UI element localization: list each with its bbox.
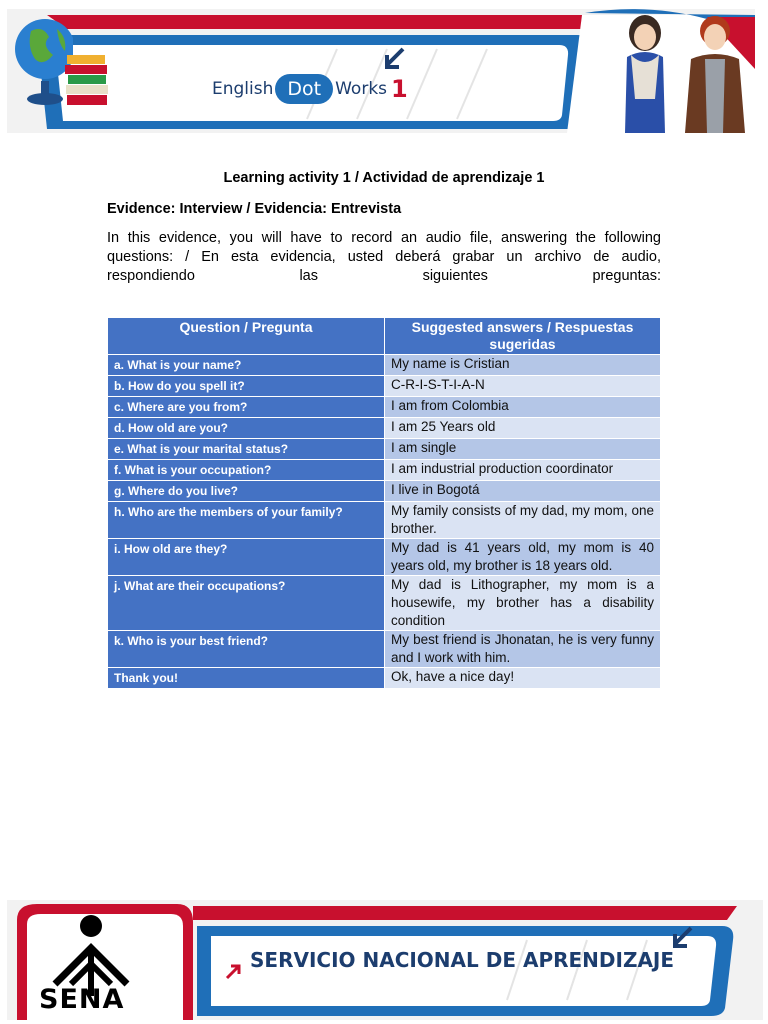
question-cell: b. How do you spell it? bbox=[108, 376, 385, 397]
table-row bbox=[108, 460, 661, 481]
page-title: Learning activity 1 / Actividad de aprendizaje 1 bbox=[223, 170, 545, 186]
question-cell: c. Where are you from? bbox=[108, 397, 385, 418]
question-cell: Thank you! bbox=[108, 668, 385, 689]
header-banner bbox=[7, 9, 755, 133]
table-header-row bbox=[108, 318, 661, 355]
arrow-icon-footer bbox=[667, 924, 697, 954]
header-question: Question / Pregunta bbox=[108, 318, 385, 355]
table-row bbox=[108, 631, 661, 668]
evidence-heading: Evidence: Interview / Evidencia: Entrevista bbox=[107, 201, 402, 217]
table-row bbox=[108, 355, 661, 376]
question-cell: k. Who is your best friend? bbox=[108, 631, 385, 668]
intro-paragraph: In this evidence, you will have to record an audio file, answering the following questions: / En esta evidencia, usted deberá grabar un archivo de audio, respondiendo las siguientes preguntas: bbox=[107, 230, 661, 284]
answer-cell: My name is Cristian bbox=[385, 355, 661, 376]
answer-cell: I am industrial production coordinator bbox=[385, 460, 661, 481]
question-cell: i. How old are they? bbox=[108, 539, 385, 576]
question-cell: f. What is your occupation? bbox=[108, 460, 385, 481]
table-row bbox=[108, 439, 661, 460]
answer-cell: I am single bbox=[385, 439, 661, 460]
students-illustration bbox=[605, 9, 755, 133]
sena-wordmark: SENA bbox=[39, 984, 125, 1015]
answer-cell: My dad is 41 years old, my mom is 40 years old, my brother is 18 years old. bbox=[385, 539, 661, 576]
answer-cell: My best friend is Jhonatan, he is very funny and I work with him. bbox=[385, 631, 661, 668]
table-row bbox=[108, 481, 661, 502]
logo-works: Works bbox=[335, 79, 388, 99]
table-row bbox=[108, 376, 661, 397]
answer-cell: My family consists of my dad, my mom, one brother. bbox=[385, 502, 661, 539]
question-cell: j. What are their occupations? bbox=[108, 576, 385, 631]
table-row bbox=[108, 539, 661, 576]
english-dot-works-logo bbox=[212, 71, 408, 107]
small-arrow-icon bbox=[223, 962, 245, 982]
footer-banner bbox=[7, 900, 763, 1020]
table-row bbox=[108, 418, 661, 439]
question-cell: a. What is your name? bbox=[108, 355, 385, 376]
answer-cell: I live in Bogotá bbox=[385, 481, 661, 502]
logo-english: English bbox=[212, 79, 274, 99]
table-row bbox=[108, 397, 661, 418]
answer-cell: Ok, have a nice day! bbox=[385, 668, 661, 689]
answer-cell: C-R-I-S-T-I-A-N bbox=[385, 376, 661, 397]
table-row bbox=[108, 668, 661, 689]
sena-full-name: SERVICIO NACIONAL DE APRENDIZAJE bbox=[250, 948, 675, 972]
table-row bbox=[108, 502, 661, 539]
logo-number: 1 bbox=[391, 75, 408, 103]
header-answer: Suggested answers / Respuestas sugeridas bbox=[385, 318, 661, 355]
answer-cell: I am from Colombia bbox=[385, 397, 661, 418]
arrow-icon bbox=[379, 45, 409, 75]
answer-cell: My dad is Lithographer, my mom is a housewife, my brother has a disability condition bbox=[385, 576, 661, 631]
question-cell: e. What is your marital status? bbox=[108, 439, 385, 460]
books-icon bbox=[63, 49, 113, 109]
answer-cell: I am 25 Years old bbox=[385, 418, 661, 439]
question-cell: d. How old are you? bbox=[108, 418, 385, 439]
question-cell: g. Where do you live? bbox=[108, 481, 385, 502]
table-row bbox=[108, 576, 661, 631]
question-cell: h. Who are the members of your family? bbox=[108, 502, 385, 539]
interview-table bbox=[107, 317, 661, 689]
logo-dot: Dot bbox=[275, 74, 333, 104]
